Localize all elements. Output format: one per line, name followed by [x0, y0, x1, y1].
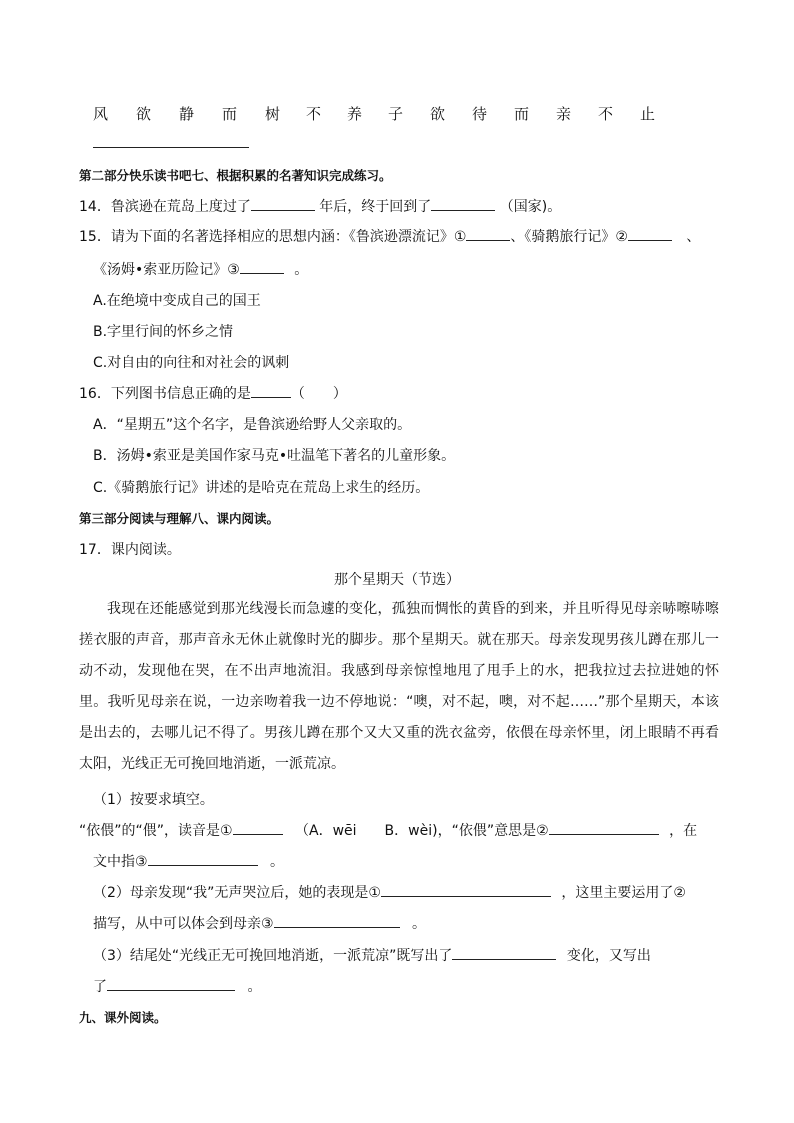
q16-option-c: C.《骑鹅旅行记》讲述的是哈克在荒岛上求生的经历。	[93, 480, 430, 496]
scramble-char: 亲	[556, 105, 572, 123]
q15-text: 、	[686, 229, 701, 245]
q16-option-a: A．“星期五”这个名字，是鲁滨逊给野人父亲取的。	[93, 417, 412, 433]
q14-text: 年后，终于回到了	[319, 199, 432, 215]
scramble-char: 止	[640, 105, 656, 123]
question-15-line2	[93, 259, 308, 279]
sub2-text: （2）母亲发现“我”无声哭泣后，她的表现是①	[93, 885, 381, 901]
scramble-char: 待	[472, 105, 488, 123]
question-17: 17．课内阅读。	[79, 542, 181, 558]
sub-question-2-line2	[93, 913, 426, 933]
sub1-text: 。	[270, 854, 285, 870]
sub1-blank-meaning[interactable]	[549, 820, 659, 835]
scramble-char: 欲	[430, 105, 446, 123]
sub2-text: 。	[412, 916, 427, 932]
sub3-text: 。	[247, 979, 262, 995]
scramble-char: 树	[265, 105, 281, 123]
q16-text: 16．下列图书信息正确的是	[79, 386, 251, 402]
passage-body: 我现在还能感觉到那光线漫长而急遽的变化，孤独而惆怅的黄昏的到来，并且听得见母亲哧嚓哧嚓搓衣服的声音，那声音永无休止就像时光的脚步。那个星期天。就在那天。母亲发现男孩儿蹲在那儿一动不动，发现他在哭，在不出声地流泪。我感到母亲惊惶地甩了甩手上的水，把我拉过去拉进她的怀里。我听见母亲在说，一边亲吻着我一边不停地说：“噢，对不起，噢，对不起……”那个星期天，本该是出去的，去哪儿记不得了。男孩儿蹲在那个又大又重的洗衣盆旁，依偎在母亲怀里，闭上眼睛不再看太阳，光线正无可挽回地消逝，一派荒凉。	[79, 601, 719, 772]
sub-question-3	[93, 945, 651, 965]
sub2-blank-1[interactable]	[381, 882, 551, 897]
q14-blank-years[interactable]	[251, 196, 315, 211]
sub1-text: ，在	[669, 823, 698, 839]
sub3-blank-2[interactable]	[107, 976, 235, 991]
sub2-blank-3[interactable]	[274, 913, 400, 928]
passage-title: 那个星期天（节选）	[334, 572, 460, 588]
scramble-char: 养	[347, 105, 363, 123]
q15-blank-2[interactable]	[628, 226, 672, 241]
scramble-char: 子	[388, 105, 404, 123]
q15-text: 。	[294, 262, 309, 278]
section-heading-part2: 第二部分快乐读书吧七、根据积累的名著知识完成练习。	[79, 168, 392, 183]
q14-text: （国家)。	[499, 199, 562, 215]
answer-line[interactable]	[93, 147, 249, 148]
scramble-char: 而	[514, 105, 530, 123]
q15-option-a: A.在绝境中变成自己的国王	[93, 293, 261, 309]
q15-text: 15．请为下面的名著选择相应的思想内涵：《鲁滨逊漂流记》①	[79, 229, 467, 245]
scramble-char: 不	[306, 105, 322, 123]
sub1-text: 文中指③	[93, 854, 148, 870]
question-16	[79, 383, 347, 403]
sub1-text: （A．wēi B．wèi)，“依偎”意思是②	[295, 823, 549, 839]
scramble-char: 而	[222, 105, 238, 123]
sub-question-1-line2	[93, 851, 284, 871]
sub3-text: 了	[93, 979, 107, 995]
q15-blank-1[interactable]	[466, 226, 510, 241]
q15-text: 、《骑鹅旅行记》②	[510, 229, 628, 245]
sub1-text: “依偎”的“偎”，读音是①	[79, 823, 233, 839]
section-heading-part9: 九、课外阅读。	[79, 1010, 167, 1025]
question-14	[79, 196, 561, 216]
sub1-blank-pinyin[interactable]	[233, 820, 283, 835]
q14-text: 14．鲁滨逊在荒岛上度过了	[79, 199, 251, 215]
scramble-char: 静	[179, 105, 195, 123]
sub-question-1	[79, 820, 697, 840]
q15-option-b: B.字里行间的怀乡之情	[93, 324, 234, 340]
section-heading-part3: 第三部分阅读与理解八、课内阅读。	[79, 511, 280, 526]
q16-option-b: B．汤姆•索亚是美国作家马克•吐温笔下著名的儿童形象。	[93, 448, 456, 464]
sub1-blank-context[interactable]	[148, 851, 258, 866]
scramble-char: 风	[93, 105, 109, 123]
q16-blank[interactable]	[251, 383, 291, 398]
sub3-blank-1[interactable]	[452, 945, 556, 960]
sub3-text: 变化，又写出	[566, 948, 651, 964]
q15-option-c: C.对自由的向往和对社会的讽刺	[93, 355, 290, 371]
sub3-text: （3）结尾处“光线正无可挽回地消逝，一派荒凉”既写出了	[93, 948, 453, 964]
sub-question-3-line2	[93, 976, 261, 996]
scramble-char: 不	[598, 105, 614, 123]
sub-question-2	[93, 882, 686, 902]
scramble-char: 欲	[136, 105, 152, 123]
sub-question-1-label: （1）按要求填空。	[93, 792, 214, 808]
q15-blank-3[interactable]	[240, 259, 284, 274]
q14-blank-country[interactable]	[431, 196, 495, 211]
sub2-text: 描写，从中可以体会到母亲③	[93, 916, 274, 932]
q15-text: 《汤姆•索亚历险记》③	[93, 262, 240, 278]
sub2-text: ，这里主要运用了②	[561, 885, 686, 901]
q16-answer-paren[interactable]: （ ）	[290, 386, 347, 402]
question-15-line1	[79, 226, 700, 246]
